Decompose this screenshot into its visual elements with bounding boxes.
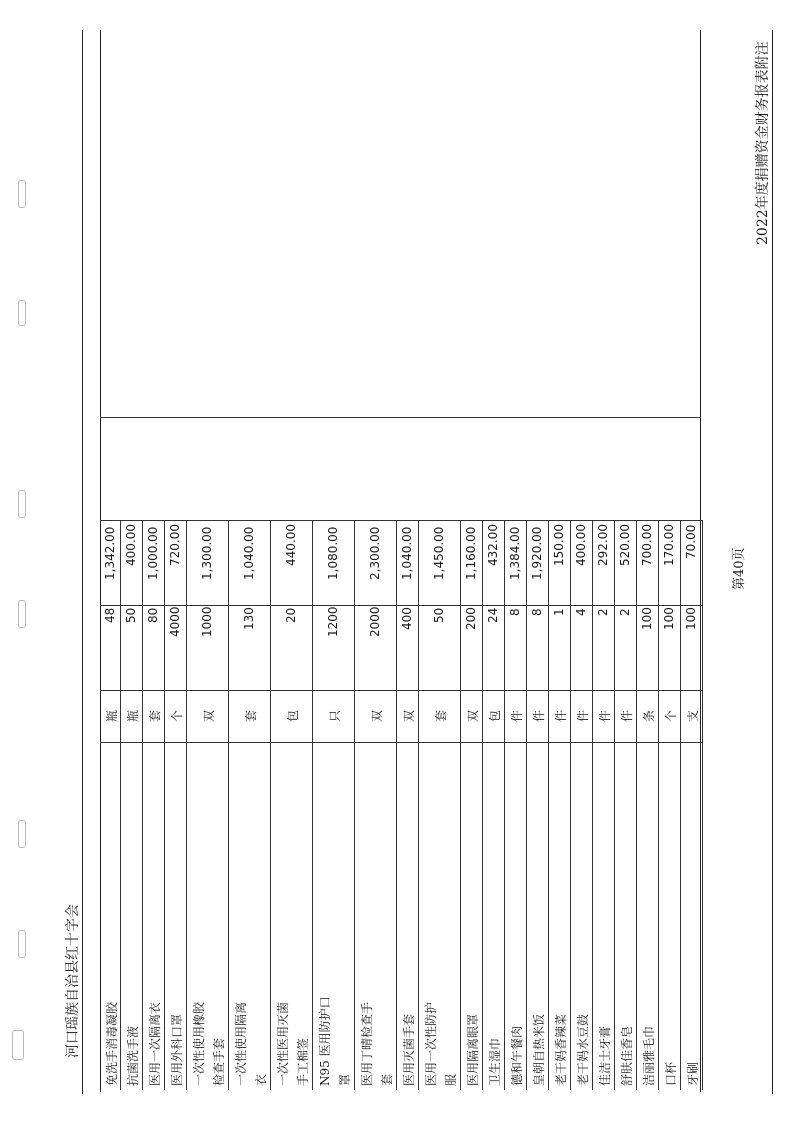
cell-unit: 件 (510, 709, 524, 722)
binder-mark (18, 930, 26, 958)
table-row (614, 30, 636, 1090)
cell-item-name: 一次性医用灭菌 (276, 1001, 290, 1086)
table-row (396, 30, 418, 1090)
cell-item-name-cont: 衣 (254, 1073, 268, 1086)
table-row (164, 30, 186, 1090)
table-row (228, 30, 270, 1090)
cell-unit: 双 (202, 709, 216, 722)
cell-unit: 支 (686, 709, 700, 722)
table-row (312, 30, 354, 1090)
cell-quantity: 100 (640, 607, 654, 630)
cell-quantity: 20 (284, 607, 298, 623)
table-row (120, 30, 142, 1090)
cell-unit: 件 (576, 709, 590, 722)
cell-item-name: 一次性使用隔离 (234, 1001, 248, 1086)
cell-amount: 400.00 (574, 524, 588, 566)
cell-item-name: 一次性使用橡胶 (192, 1001, 206, 1086)
cell-amount: 150.00 (552, 524, 566, 566)
cell-amount: 1,384.00 (508, 526, 522, 580)
binder-mark (18, 600, 26, 628)
cell-item-name: 医用隔离眼罩 (466, 1013, 480, 1086)
table-row (636, 30, 658, 1090)
cell-unit: 瓶 (126, 709, 140, 722)
cell-item-name: 医用灭菌手套 (402, 1013, 416, 1086)
cell-item-name: 洁丽雅毛巾 (642, 1025, 656, 1086)
cell-unit: 个 (170, 709, 184, 722)
table-row (100, 30, 120, 1090)
cell-unit: 件 (598, 709, 612, 722)
cell-unit: 只 (328, 709, 342, 722)
cell-item-name-cont: 套 (380, 1073, 394, 1086)
cell-amount: 292.00 (596, 524, 610, 566)
table-row (186, 30, 228, 1090)
goods-table (100, 30, 700, 1090)
binder-mark (18, 820, 26, 848)
title-rule (772, 30, 773, 1094)
cell-amount: 1,450.00 (432, 526, 446, 580)
cell-item-name: 医用一次隔离衣 (148, 1001, 162, 1086)
cell-amount: 400.00 (124, 524, 138, 566)
table-row (418, 30, 460, 1090)
cell-amount: 1,920.00 (530, 526, 544, 580)
cell-item-name: 医用一次性防护 (424, 1001, 438, 1086)
cell-item-name-cont: 服 (444, 1073, 458, 1086)
cell-quantity: 2 (618, 608, 632, 616)
binder-mark (18, 300, 26, 326)
cell-quantity: 1000 (200, 606, 214, 637)
cell-quantity: 1 (552, 608, 566, 616)
cell-amount: 70.00 (684, 524, 698, 559)
cell-item-name: 德和午餐肉 (510, 1025, 524, 1086)
cell-unit: 件 (532, 709, 546, 722)
table-row (482, 30, 504, 1090)
cell-unit: 双 (402, 709, 416, 722)
cell-item-name: 卫生湿巾 (488, 1037, 502, 1086)
cell-item-name: 口杯 (664, 1061, 678, 1086)
cell-amount: 1,160.00 (464, 526, 478, 580)
table-row (548, 30, 570, 1090)
cell-item-name: 抗菌洗手液 (126, 1025, 140, 1086)
organization-name: 河口瑶族自治县红十字会 (65, 904, 81, 1058)
cell-amount: 440.00 (284, 524, 298, 566)
cell-unit: 包 (488, 709, 502, 722)
cell-quantity: 4 (574, 608, 588, 616)
cell-amount: 170.00 (662, 524, 676, 566)
binder-mark (18, 180, 26, 208)
cell-quantity: 48 (103, 607, 117, 623)
cell-item-name: 舒肤佳香皂 (620, 1025, 634, 1086)
cell-item-name: 老干妈香辣菜 (554, 1013, 568, 1086)
cell-unit: 双 (466, 709, 480, 722)
cell-unit: 套 (434, 709, 448, 722)
cell-amount: 1,342.00 (103, 526, 117, 580)
org-rule (82, 30, 83, 1094)
binder-mark (12, 1030, 24, 1060)
cell-quantity: 80 (146, 607, 160, 623)
cell-unit: 套 (244, 709, 258, 722)
cell-amount: 520.00 (618, 524, 632, 566)
cell-unit: 件 (620, 709, 634, 722)
cell-item-name-cont: 手工棉签 (296, 1037, 310, 1086)
cell-quantity: 2000 (368, 606, 382, 637)
cell-unit: 瓶 (105, 709, 119, 722)
table-row (270, 30, 312, 1090)
cell-unit: 包 (286, 709, 300, 722)
cell-amount: 1,300.00 (200, 526, 214, 580)
cell-item-name: N95 医用防护口 (318, 996, 332, 1086)
table-row (460, 30, 482, 1090)
cell-item-name: 医用丁晴检查手 (360, 1001, 374, 1086)
binder-mark (18, 490, 26, 518)
cell-quantity: 8 (530, 608, 544, 616)
cell-quantity: 200 (464, 607, 478, 630)
cell-amount: 2,300.00 (368, 526, 382, 580)
table-row (680, 30, 702, 1090)
cell-item-name: 皇朝自热米饭 (532, 1013, 546, 1086)
cell-amount: 1,040.00 (242, 526, 256, 580)
table-row (142, 30, 164, 1090)
cell-quantity: 100 (684, 607, 698, 630)
cell-item-name: 牙刷 (686, 1061, 700, 1086)
cell-unit: 件 (554, 709, 568, 722)
cell-amount: 1,000.00 (146, 526, 160, 580)
table-row (504, 30, 526, 1090)
cell-quantity: 2 (596, 608, 610, 616)
cell-quantity: 4000 (168, 606, 182, 637)
cell-unit: 个 (664, 709, 678, 722)
page-number: 第40页 (732, 547, 747, 590)
cell-quantity: 100 (662, 607, 676, 630)
cell-item-name-cont: 罩 (338, 1073, 352, 1086)
table-row (526, 30, 548, 1090)
report-title: 2022年度捐赠资金财务报表附注 (755, 41, 771, 245)
cell-quantity: 24 (486, 607, 500, 623)
cell-quantity: 400 (400, 607, 414, 630)
cell-item-name-cont: 检查手套 (212, 1037, 226, 1086)
cell-unit: 套 (148, 709, 162, 722)
cell-amount: 1,040.00 (400, 526, 414, 580)
cell-unit: 双 (370, 709, 384, 722)
table-row (658, 30, 680, 1090)
cell-quantity: 8 (508, 608, 522, 616)
cell-quantity: 50 (432, 607, 446, 623)
cell-item-name: 老干妈水豆鼓 (576, 1013, 590, 1086)
row-divider (702, 520, 703, 1090)
table-row (354, 30, 396, 1090)
cell-amount: 700.00 (640, 524, 654, 566)
cell-item-name: 佳洁士牙膏 (598, 1025, 612, 1086)
cell-quantity: 50 (124, 607, 138, 623)
cell-item-name: 免洗手消毒凝胶 (105, 1001, 119, 1086)
table-row (592, 30, 614, 1090)
cell-item-name: 医用外科口罩 (170, 1013, 184, 1086)
cell-quantity: 1200 (326, 606, 340, 637)
table-row (570, 30, 592, 1090)
cell-unit: 条 (642, 709, 656, 722)
cell-amount: 1,080.00 (326, 526, 340, 580)
cell-quantity: 130 (242, 607, 256, 630)
cell-amount: 432.00 (486, 524, 500, 566)
cell-amount: 720.00 (168, 524, 182, 566)
